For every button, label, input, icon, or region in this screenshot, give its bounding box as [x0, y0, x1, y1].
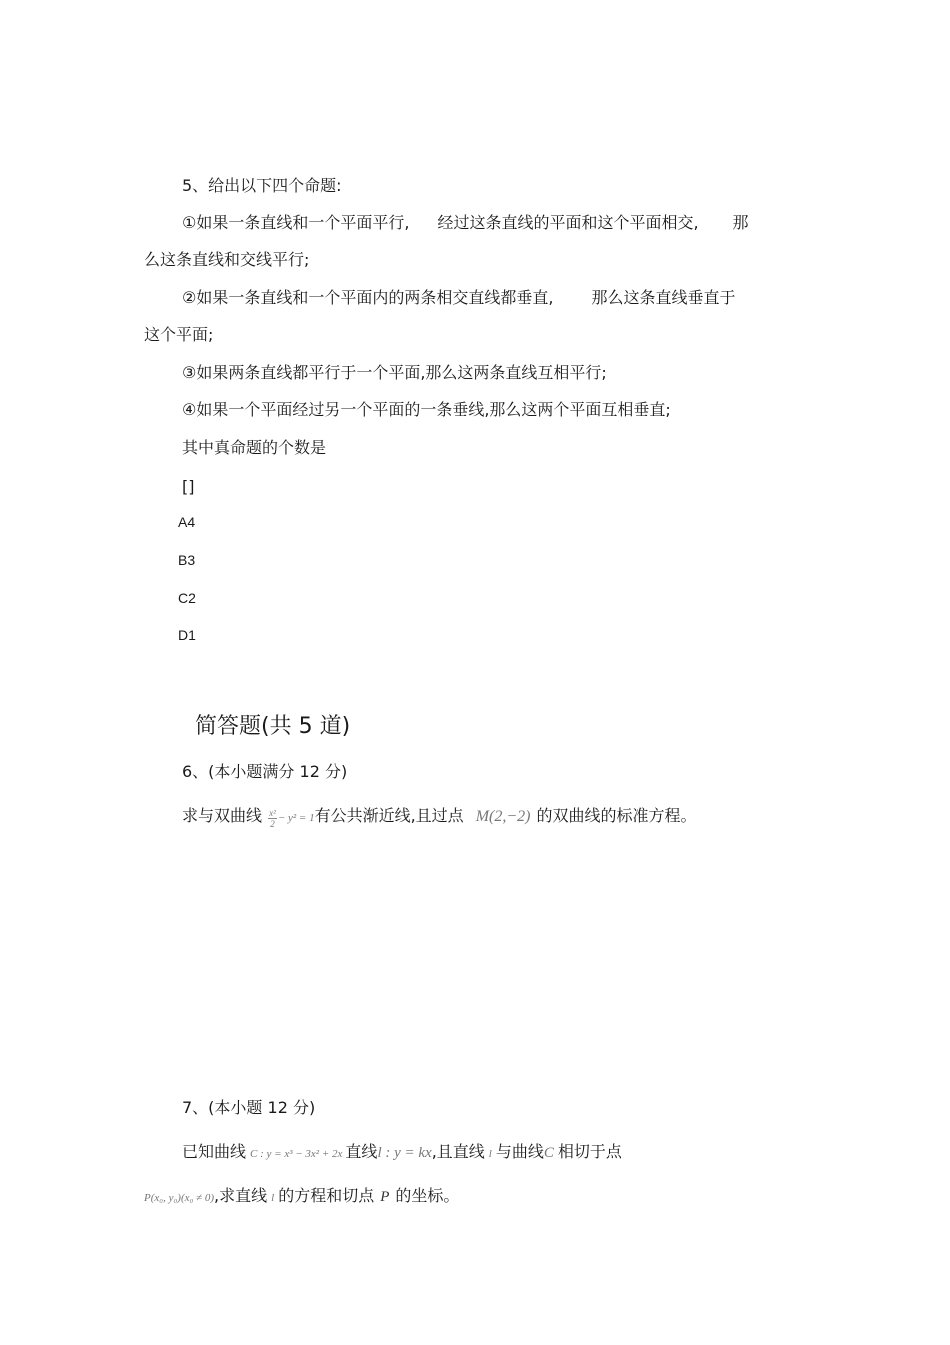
q5-option-b: B3 [178, 552, 196, 568]
q7-point-p: P [380, 1189, 390, 1205]
q7-text-4: 与曲线 [495, 1142, 544, 1161]
q6-equation-rest: − y² = 1 [277, 812, 315, 824]
q5-proposition-2 [182, 287, 735, 309]
q7-text-8: 的坐标。 [395, 1186, 460, 1205]
q7-curve-equation: C : y = x³ − 3x² + 2x [250, 1148, 343, 1160]
q5-proposition-4: ④如果一个平面经过另一个平面的一条垂线,那么这两个平面互相垂直; [182, 400, 671, 419]
q7-body-line-2 [144, 1185, 459, 1209]
q5-p2-continued: 这个平面; [144, 325, 214, 344]
q7-body-line-1 [182, 1141, 622, 1165]
q5-p1-part-c: 那 [732, 213, 749, 232]
q5-option-c: C2 [178, 590, 196, 606]
q6-text-3: 的双曲线的标准方程。 [536, 806, 697, 825]
q5-p2-part-a: ②如果一条直线和一个平面内的两条相交直线都垂直, [182, 288, 554, 307]
q7-text-7: 的方程和切点 [278, 1186, 375, 1205]
q6-fraction-numerator: x² [269, 807, 276, 818]
q7-tangent-point: P(x₀, y₀)(x₀ ≠ 0) [144, 1192, 215, 1204]
q5-answer-blank: [] [182, 477, 195, 496]
q7-text-2: 直线 [345, 1142, 378, 1161]
q5-option-a: A4 [178, 514, 196, 530]
q7-text-6: ,求直线 [214, 1186, 268, 1205]
q6-heading: 6、(本小题满分 12 分) [182, 762, 348, 781]
q7-text-1: 已知曲线 [182, 1142, 247, 1161]
q7-line-symbol-2: l [271, 1192, 275, 1204]
q5-intro: 5、给出以下四个命题: [182, 176, 342, 195]
q5-option-d: D1 [178, 627, 196, 643]
q5-p1-continued: 么这条直线和交线平行; [144, 250, 310, 269]
q6-hyperbola-equation [267, 807, 315, 829]
q5-proposition-3: ③如果两条直线都平行于一个平面,那么这两条直线互相平行; [182, 363, 607, 382]
q6-fraction [268, 808, 277, 829]
q6-fraction-denominator: 2 [270, 818, 275, 829]
q5-p2-part-b: 那么这条直线垂直于 [591, 288, 736, 307]
section-title: 简答题(共 5 道) [195, 714, 351, 739]
q6-text-2: 有公共渐近线,且过点 [314, 806, 464, 825]
q7-line-symbol-1: l [488, 1148, 492, 1160]
q5-question: 其中真命题的个数是 [182, 438, 327, 457]
q7-curve-symbol: C [543, 1145, 554, 1161]
q5-p1-part-b: 经过这条直线的平面和这个平面相交, [437, 213, 699, 232]
q7-text-3: ,且直线 [431, 1142, 485, 1161]
q6-body [182, 801, 696, 835]
q7-line-equation: l : y = kx [377, 1145, 432, 1161]
q7-text-5: 相切于点 [557, 1142, 622, 1161]
q5-proposition-1 [182, 212, 749, 234]
q7-heading: 7、(本小题 12 分) [182, 1098, 316, 1117]
q6-text-1: 求与双曲线 [182, 806, 263, 825]
q6-point-m: M(2,−2) [475, 808, 531, 825]
q5-p1-part-a: ①如果一条直线和一个平面平行, [182, 213, 410, 232]
